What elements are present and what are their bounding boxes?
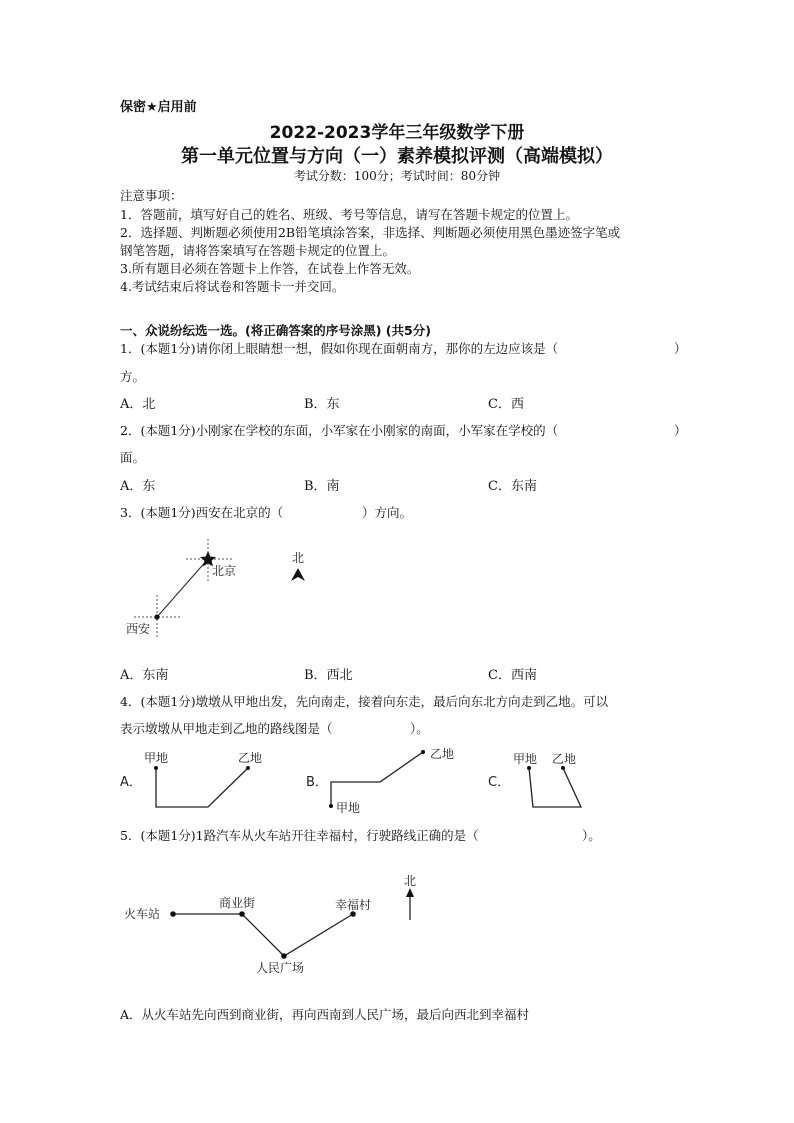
yi-label: 乙地 (238, 751, 263, 765)
village-label: 幸福村 (335, 898, 372, 912)
square-label: 人民广场 (256, 961, 305, 975)
jia-label: 甲地 (336, 801, 361, 815)
q3-map-figure (110, 535, 340, 645)
q4-option-a-label: A． (120, 775, 142, 790)
note-item: 4.考试结束后将试卷和答题卡一并交回。 (120, 279, 345, 294)
exam-title: 2022-2023学年三年级数学下册 (269, 123, 525, 143)
section-heading: 一、众说纷纭选一选。(将正确答案的序号涂黑) (共5分) (120, 323, 431, 338)
bus-route (173, 914, 353, 956)
question-4-text-cont: 表示墩墩从甲地走到乙地的路线图是（ (120, 721, 333, 736)
exam-subtitle: 第一单元位置与方向（一）素养模拟评测（高端模拟） (181, 146, 613, 167)
note-item: 2．选择题、判断题必须使用2B铅笔填涂答案，非选择、判断题必须使用黑色墨迹签字笔或 (120, 225, 621, 240)
note-item: 3.所有题目必须在答题卡上作答，在试卷上作答无效。 (120, 261, 420, 276)
confidential-mark: 保密★启用前 (120, 100, 197, 115)
question-1-text: 1．(本题1分)请你闭上眼睛想一想，假如你现在面朝南方，那你的左边应该是（ (120, 341, 559, 356)
q4-option-b-label: B． (306, 775, 328, 790)
station-label: 火车站 (124, 907, 161, 921)
north-label: 北 (404, 874, 417, 888)
note-item: 钢笔答题，请将答案填写在答题卡规定的位置上。 (120, 243, 396, 258)
street-label: 商业街 (219, 896, 256, 910)
north-label: 北 (292, 551, 305, 565)
q2-option-c[interactable]: C．东南 (488, 479, 537, 494)
question-5-text: 5．(本题1分)1路汽车从火车站开往幸福村，行驶路线正确的是（ (120, 828, 479, 843)
note-item: 1．答题前，填写好自己的姓名、班级、考号等信息，请写在答题卡规定的位置上。 (120, 207, 578, 222)
question-1-text-cont: 方。 (120, 369, 146, 384)
q5-option-a[interactable]: A．从火车站先向西到商业街，再向西南到人民广场，最后向西北到幸福村 (120, 1007, 530, 1022)
xian-dot (154, 614, 159, 619)
exam-info: 考试分数：100分；考试时间：80分钟 (293, 169, 501, 183)
route-a (156, 768, 248, 807)
q5-bus-route-figure (110, 868, 440, 983)
answer-blank-close: ）方向。 (362, 505, 413, 520)
q4-option-c-label: C． (488, 775, 511, 790)
q3-option-a[interactable]: A．东南 (120, 668, 169, 683)
q4-route-figures (110, 740, 600, 820)
answer-blank-close: ） (674, 423, 687, 438)
notes-heading: 注意事项： (120, 188, 183, 203)
yi-label: 乙地 (430, 747, 455, 761)
answer-blank-close: ）。 (582, 828, 601, 843)
yi-label: 乙地 (552, 752, 577, 766)
q3-option-c[interactable]: C．西南 (488, 668, 537, 683)
q3-option-b[interactable]: B．西北 (304, 668, 353, 683)
north-arrow-icon (406, 888, 414, 897)
question-2-text: 2．(本题1分)小刚家在学校的东面，小军家在小刚家的南面，小军家在学校的（ (120, 423, 559, 438)
q2-option-a[interactable]: A．东 (120, 479, 156, 494)
route-b (331, 752, 423, 806)
q1-option-c[interactable]: C．西 (488, 397, 524, 412)
q1-option-a[interactable]: A．北 (120, 397, 156, 412)
question-2-text-cont: 面。 (120, 450, 146, 465)
q2-option-b[interactable]: B．南 (304, 479, 340, 494)
question-3-text: 3．(本题1分)西安在北京的（ (120, 505, 284, 520)
jia-label: 甲地 (144, 751, 169, 765)
xian-label: 西安 (126, 622, 151, 636)
route-c (529, 768, 581, 807)
jia-label: 甲地 (513, 752, 538, 766)
answer-blank-close: ） (674, 341, 687, 356)
q1-option-b[interactable]: B．东 (304, 397, 340, 412)
question-4-text: 4．(本题1分)墩墩从甲地出发，先向南走，接着向东走，最后向东北方向走到乙地。可以 (120, 694, 609, 709)
beijing-label: 北京 (212, 564, 237, 578)
north-arrow-icon (291, 568, 305, 581)
answer-blank-close: ）。 (410, 721, 429, 736)
